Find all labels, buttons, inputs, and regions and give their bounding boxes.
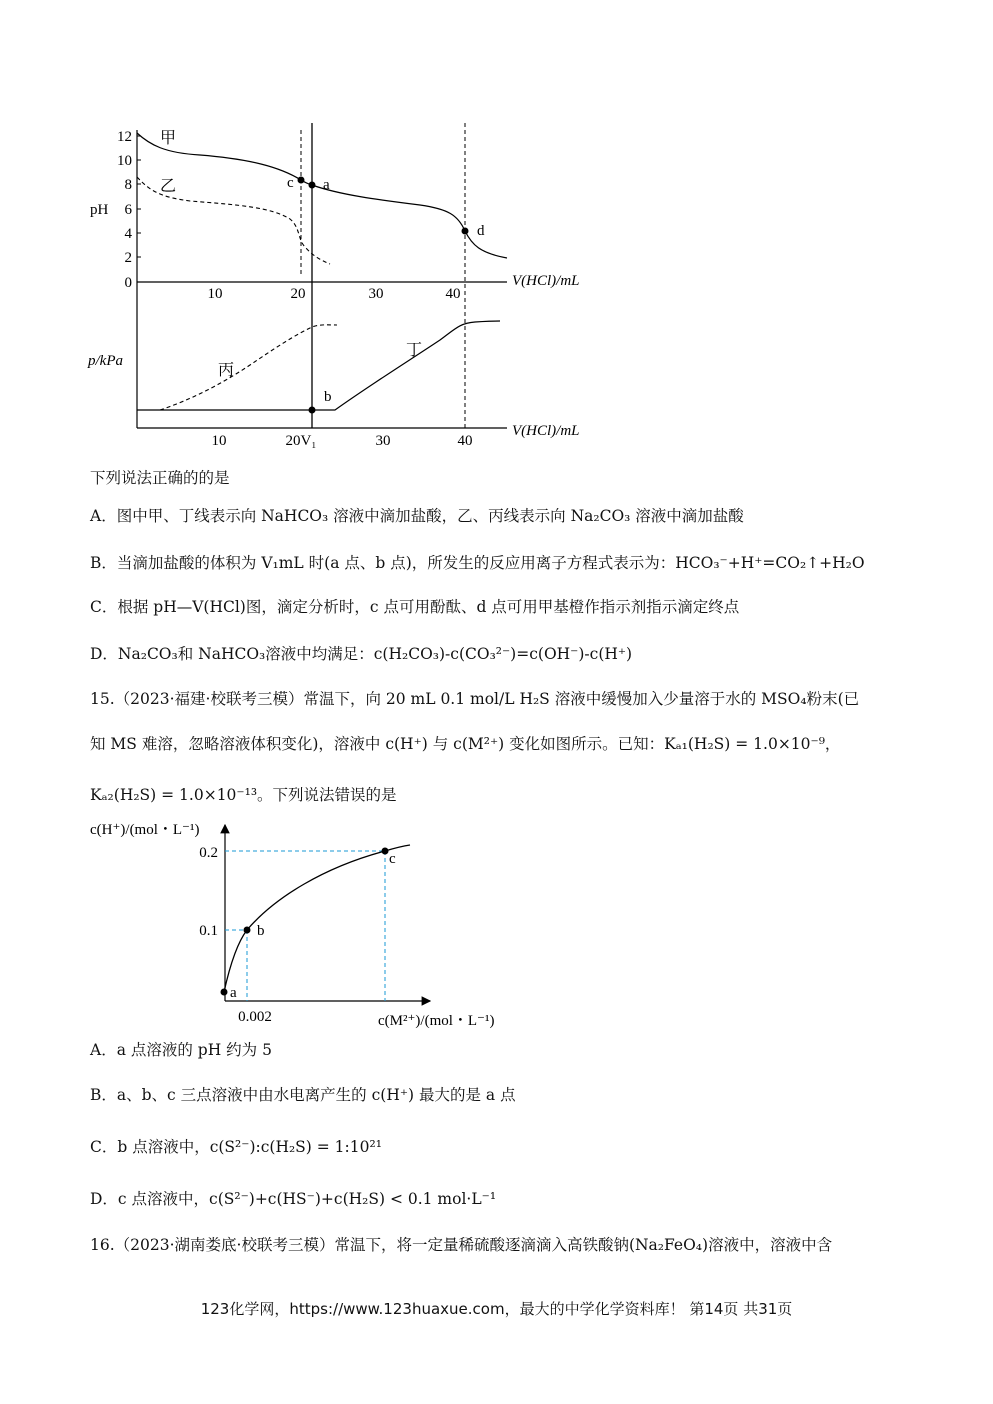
y-axis-label: c(H⁺)/(mol・L⁻¹) xyxy=(90,822,200,838)
point-label: c xyxy=(287,175,294,191)
curve-label: 丙 xyxy=(218,362,235,379)
point-label: c xyxy=(389,851,396,867)
q14-option-a: A．图中甲、丁线表示向 NaHCO₃ 溶液中滴加盐酸，乙、丙线表示向 Na₂CO₃ 溶液中滴加盐酸 xyxy=(90,507,744,525)
x-axis-label: V(HCl)/mL xyxy=(512,423,580,439)
q15-option-d: D．c 点溶液中，c(S²⁻)+c(HS⁻)+c(H₂S) < 0.1 mol·L⁻¹ xyxy=(90,1190,497,1208)
point-label: a xyxy=(323,177,330,193)
q15-stem-line2: 知 MS 难溶，忽略溶液体积变化)，溶液中 c(H⁺) 与 c(M²⁺) 变化如图所示。已知：Kₐ₁(H₂S) = 1.0×10⁻⁹， xyxy=(90,735,841,753)
page-footer: 123化学网，https://www.123huaxue.com，最大的中学化学资料库！ 第14页 共31页 xyxy=(200,1300,793,1318)
xtick: 0.002 xyxy=(238,1009,272,1025)
xtick: 40 xyxy=(457,433,473,449)
q14-option-d: D．Na₂CO₃和 NaHCO₃溶液中均满足：c(H₂CO₃)-c(CO₃²⁻)=c(OH⁻)-c(H⁺) xyxy=(90,645,633,663)
ytick: 4 xyxy=(124,226,132,242)
q15-stem-line1: 15.（2023·福建·校联考三模）常温下，向 20 mL 0.1 mol/L H₂S 溶液中缓慢加入少量溶于水的 MSO₄粉末(已 xyxy=(90,690,860,708)
xtick: 30 xyxy=(375,433,391,449)
point-label: d xyxy=(477,223,485,239)
ytick: 6 xyxy=(124,202,132,218)
x-axis-label: V(HCl)/mL xyxy=(512,273,580,289)
ytick: 8 xyxy=(124,177,132,193)
xtick: 20 xyxy=(290,286,306,302)
point-label: b xyxy=(257,923,265,939)
q15-option-c: C．b 点溶液中，c(S²⁻):c(H₂S) = 1:10²¹ xyxy=(90,1138,382,1156)
q15-option-a: A．a 点溶液的 pH 约为 5 xyxy=(90,1041,272,1059)
ytick: 10 xyxy=(117,153,132,169)
q15-stem-line3: Kₐ₂(H₂S) = 1.0×10⁻¹³。下列说法错误的是 xyxy=(90,786,397,804)
curve-label: 丁 xyxy=(406,342,423,359)
ytick: 0 xyxy=(124,275,132,291)
point-label: b xyxy=(324,389,332,405)
q15-option-b: B．a、b、c 三点溶液中由水电离产生的 c(H⁺) 最大的是 a 点 xyxy=(90,1086,516,1104)
ytick: 12 xyxy=(117,129,132,145)
y-axis-label: pH xyxy=(90,202,109,218)
xtick: 40 xyxy=(445,286,461,302)
point-label: a xyxy=(230,985,237,1001)
xtick: 30 xyxy=(368,286,384,302)
curve-label: 乙 xyxy=(160,178,177,195)
xtick: 20V₁ xyxy=(285,433,317,449)
titration-figure xyxy=(80,115,620,460)
q14-option-b: B．当滴加盐酸的体积为 V₁mL 时(a 点、b 点)，所发生的反应用离子方程式表示为：HCO₃⁻+H⁺=CO₂↑+H₂O xyxy=(90,554,865,572)
q14-option-c: C．根据 pH—V(HCl)图，滴定分析时，c 点可用酚酞、d 点可用甲基橙作指示剂指示滴定终点 xyxy=(90,598,740,616)
curve-label: 甲 xyxy=(160,130,177,147)
xtick: 10 xyxy=(211,433,227,449)
q14-prompt: 下列说法正确的的是 xyxy=(90,469,230,487)
xtick: 10 xyxy=(207,286,223,302)
ytick: 0.1 xyxy=(199,923,218,939)
ytick: 2 xyxy=(124,250,132,266)
ytick: 0.2 xyxy=(199,845,218,861)
q16-stem-line1: 16.（2023·湖南娄底·校联考三模）常温下，将一定量稀硫酸逐滴滴入高铁酸钠(Na₂FeO₄)溶液中，溶液中含 xyxy=(90,1236,833,1254)
ch-vs-cm-figure xyxy=(85,815,525,1040)
x-axis-label: c(M²⁺)/(mol・L⁻¹) xyxy=(378,1013,495,1029)
y-axis-label: p/kPa xyxy=(88,353,123,369)
